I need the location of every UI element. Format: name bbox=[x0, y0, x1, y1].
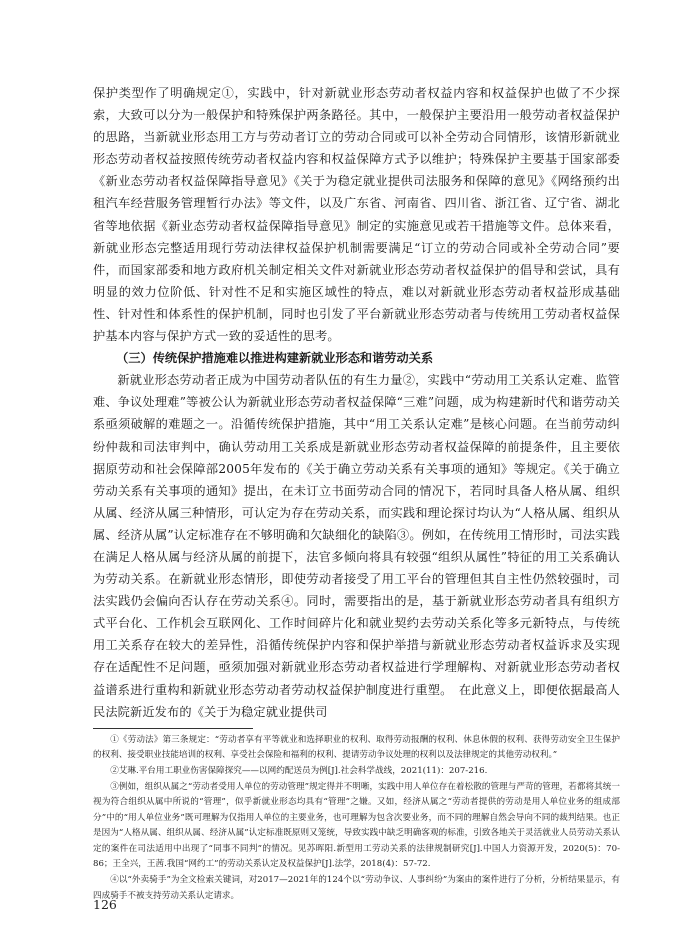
footnote-1: ①《劳动法》第三条规定：“劳动者享有平等就业和选择职业的权利、取得劳动报酬的权利、休息休假的权利、获得劳动安全卫生保护的权利、接受职业技能培训的权利、享受社会保险和福利的权利、提请劳动争议处理的权利以及法律规定的其他劳动权利。” bbox=[93, 734, 620, 761]
footnote-2: ②艾琳.平台用工职业伤害保障探究——以网约配送员为例[J].社会科学战线，2021(11)：207-216. bbox=[110, 765, 488, 776]
footnote-3: ③例如，组织从属之“劳动者受用人单位的劳动管理”规定得并不明晰，实践中用人单位存在着松散的管理与严苛的管理，若都将其统一视为符合组织从属中所说的“管理”，似乎新就业形态均具有“管理”之嫌。又如，经济从属之“劳动者提供的劳动是用人单位业务的组成部分”中的“用人单位业务”既可理解为仅指用人单位的主要业务，也可理解为包含次要业务，而不同的理解自然会导向不同的裁判结果。也正是因为“人格从属、组织从属、经济从属”认定标准既原则又笼统，导致实践中缺乏明确客观的标准，引致各地关于灵活就业人员劳动关系认定的案件在司法适用中出现了“同事不同判”的情况。见苏晖阳.新型用工劳动关系的法律规制研究[J].中国人力资源开发，2020(5)：70-86；王全兴，王茜.我国“网约工”的劳动关系认定及权益保护[J].法学，2018(4)：57-72. bbox=[93, 781, 620, 870]
body-paragraph-main: 新就业形态劳动者正成为中国劳动者队伍的有生力量②，实践中“劳动用工关系认定难、监管难、争议处理难”等被公认为新就业形态劳动者权益保障“三难”问题，成为构建新时代和谐劳动关系亟须破解的难题之一。沿循传统保护措施，其中“用工关系认定难”是核心问题。在当前劳动纠纷仲裁和司法审判中，确认劳动用工关系成是新就业形态劳动者权益保障的前提条件，且主要依据原劳动和社会保障部2005年发布的《关于确立劳动关系有关事项的通知》等规定。《关于确立劳动关系有关事项的通知》提出，在未订立书面劳动合同的情况下，若同时具备人格从属、组织从属、经济从属三种情形，可认定为存在劳动关系，而实践和理论探讨均认为“人格从属、组织从属、经济从属”认定标准存在不够明确和欠缺细化的缺陷③。例如，在传统用工情形时，司法实践在满足人格从属与经济从属的前提下，法官多倾向将具有较强“组织从属性”特征的用工关系确认为劳动关系。在新就业形态情形，即使劳动者接受了用工平台的管理但其自主性仍然较强时，司法实践仍会偏向否认存在劳动关系④。同时，需要指出的是，基于新就业形态劳动者具有组织方式平台化、工作机会互联网化、工作时间碎片化和就业契约去劳动关系化等多元新特点，与传统用工关系存在较大的差异性，沿循传统保护内容和保护举措与新就业形态劳动者权益诉求及实现存在适配性不足问题，亟须加强对新就业形态劳动者权益进行学理解构、对新就业形态劳动者权益谱系进行重构和新就业形态劳动者劳动权益保护制度进行重塑。 在此意义上，即便依据最高人民法院新近发布的《关于为稳定就业提供司 bbox=[93, 373, 620, 719]
footnote-4: ④以“外卖骑手”为全文检索关键词，对2017—2021年的124个以“劳动争议、人事纠纷”为案由的案件进行了分析，分析结果显示，有四成骑手不被支持劳动关系认定请求。 bbox=[93, 875, 620, 901]
page-number: 126 bbox=[93, 897, 117, 912]
body-paragraph-continued: 保护类型作了明确规定①，实践中，针对新就业形态劳动者权益内容和权益保护也做了不少探索，大致可以分为一般保护和特殊保护两条路径。其中，一般保护主要沿用一般劳动者权益保护的思路，当新就业形态用工方与劳动者订立的劳动合同或可以补全劳动合同情形，该情形新就业形态劳动者权益按照传统劳动者权益内容和权益保障方式予以维护；特殊保护主要基于国家部委《新业态劳动者权益保障指导意见》《关于为稳定就业提供司法服务和保障的意见》《网络预约出租汽车经营服务管理暂行办法》等文件，以及广东省、河南省、四川省、浙江省、辽宁省、湖北省等地依据《新业态劳动者权益保障指导意见》制定的实施意见或若干措施等文件。总体来看，新就业形态完整适用现行劳动法律权益保护机制需要满足“订立的劳动合同或补全劳动合同”要件，而国家部委和地方政府机关制定相关文件对新就业形态劳动者权益保护的倡导和尝试，具有明显的效力位阶低、针对性不足和实施区域性的特点，难以对新就业形态劳动者权益形成基础性、针对性和体系性的保护机制，同时也引发了平台新就业形态劳动者与传统用工劳动者权益保护基本内容与保护方式一致的妥适性的思考。 bbox=[93, 86, 620, 344]
footnote-divider bbox=[93, 728, 253, 729]
section-heading: （三）传统保护措施难以推进构建新就业形态和谐劳动关系 bbox=[116, 351, 434, 366]
